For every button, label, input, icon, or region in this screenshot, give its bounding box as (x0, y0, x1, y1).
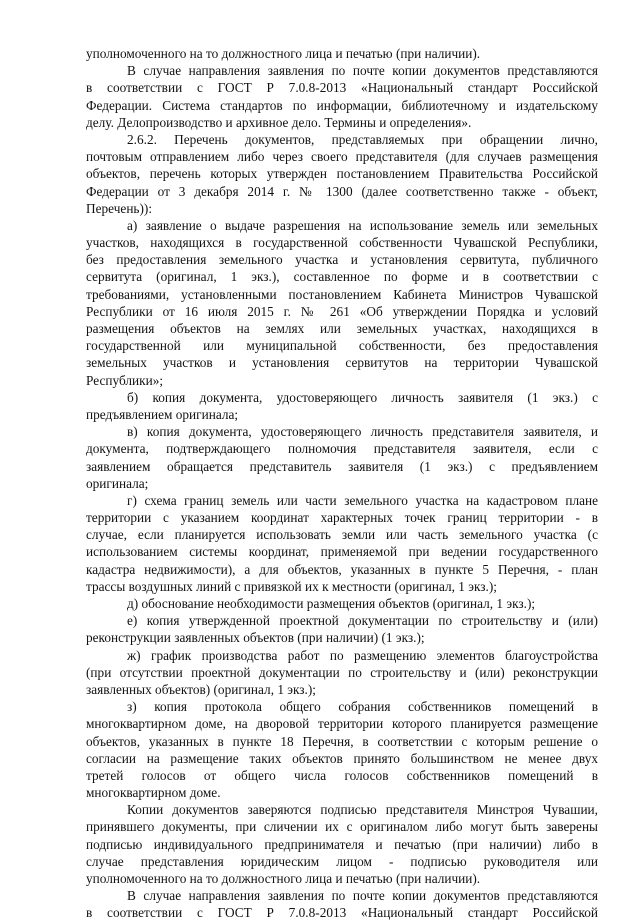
text-line: з) копия протокола общего собрания собственников помещений в (127, 699, 598, 715)
list-item-g (86, 492, 598, 595)
text-line: подписью индивидуального предпринимателя и печатью (при наличии) либо в (86, 836, 598, 852)
text-line: согласии на размещение таких объектов принято большинством не менее двух (86, 750, 598, 766)
list-item-b (86, 389, 598, 423)
text-line: участков, находящихся в государственной собственности Чувашской Республики, (86, 235, 598, 251)
text-line: сервитута (оригинал, 1 экз.), составленное по форме и в соответствии с (86, 269, 598, 285)
text-line: Республики»; (86, 372, 164, 388)
text-line: без предоставления земельного участка и установления сервитута, публичного (86, 252, 598, 268)
list-item-v (86, 423, 598, 492)
text-line: оригинала; (86, 475, 149, 491)
text-line: трассы воздушных линий с привязкой их к местности (оригинал, 1 экз.); (86, 578, 497, 594)
text-line: заявленных объектов) (оригинал, 1 экз.); (86, 681, 317, 697)
text-line: объектов, указанных в пункте 18 Перечня, в соответствии с которым решение о (86, 733, 598, 749)
text-line: размещения объектов на землях или земельных участках, находящихся в (86, 321, 598, 336)
text-line: уполномоченного на то должностного лица и печатью (при наличии). (86, 871, 481, 886)
text-line: земельных участков и установления сервитутов на территории Чувашской (86, 355, 598, 371)
text-line: почтовым отправлением либо через своего представителя (для случаев размещения (86, 149, 598, 165)
text-line: а) заявление о выдаче разрешения на использование земель или земельных (127, 217, 598, 233)
paragraph-section-2-6-2 (86, 131, 598, 217)
text-line: требованиями, установленными постановлением Кабинета Министров Чувашской (86, 286, 598, 302)
list-item-d (86, 595, 598, 612)
text-line: Республики от 16 июля 2015 г. № 261 «Об утверждении Порядка и условий (86, 303, 598, 319)
text-line: случае представления юридическим лицом - подписью руководителя или (86, 853, 598, 869)
paragraph-postal-copies-repeat (86, 887, 598, 921)
text-line: использованием системы координат, применяемой при ведении государственного (86, 544, 598, 560)
text-line: в соответствии с ГОСТ Р 7.0.8-2013 «Национальный стандарт Российской (86, 80, 598, 96)
text-line: делу. Делопроизводство и архивное дело. Термины и определения». (86, 114, 472, 130)
text-line: в) копия документа, удостоверяющего личность представителя заявителя, и (127, 424, 598, 440)
text-line: государственной или муниципальной собственности, без предоставления (86, 338, 598, 354)
text-line: случае, если планируется использовать земли или часть земельного участка (с (86, 527, 598, 543)
text-line: документа, подтверждающего полномочия представителя заявителя, если с (86, 441, 598, 457)
text-line: кадастра недвижимости), а для объектов, указанных в пункте 5 Перечня, - план (86, 561, 598, 577)
text-line: Перечень)): (86, 200, 153, 216)
text-line: заявлением обращается представитель заявителя (1 экз.) с предъявлением (86, 458, 598, 474)
text-line: многоквартирном доме, на дворовой территории которого планируется размещение (86, 716, 598, 732)
text-line: объектов, перечень которых утвержден постановлением Правительства Российской (86, 166, 598, 182)
text-line: В случае направления заявления по почте копии документов представляются (127, 63, 598, 79)
text-line: д) обоснование необходимости размещения объектов (оригинал, 1 экз.); (127, 596, 536, 611)
text-line: 2.6.2. Перечень документов, представляемых при обращении лично, (127, 131, 598, 147)
list-item-z (86, 698, 598, 801)
list-item-a (86, 217, 598, 389)
list-item-e (86, 612, 598, 646)
text-line: ж) график производства работ по размещению элементов благоустройства (127, 647, 598, 663)
text-line: В случае направления заявления по почте копии документов представляются (127, 888, 598, 904)
paragraph-signature-continuation (86, 45, 598, 62)
text-line: принявшего документы, при сличении их с оригиналом либо могут быть заверены (86, 819, 598, 835)
text-line: Копии документов заверяются подписью представителя Минстроя Чувашии, (127, 802, 598, 818)
paragraph-certification (86, 801, 598, 887)
text-line: предъявлением оригинала; (86, 406, 239, 422)
text-line: третей голосов от общего числа голосов собственников помещений в (86, 767, 598, 783)
text-line: е) копия утвержденной проектной документации по строительству и (или) (127, 613, 598, 629)
paragraph-postal-copies (86, 62, 598, 131)
text-line: Федерации. Система стандартов по информации, библиотечному и издательскому (86, 97, 598, 113)
text-line: в соответствии с ГОСТ Р 7.0.8-2013 «Национальный стандарт Российской (86, 905, 598, 921)
text-line: г) схема границ земель или части земельного участка на кадастровом плане (127, 492, 598, 508)
list-item-zh (86, 647, 598, 699)
text-line: б) копия документа, удостоверяющего личность заявителя (1 экз.) с (127, 389, 598, 405)
text-line: многоквартирном доме. (86, 785, 221, 801)
text-line: реконструкции заявленных объектов (при наличии) (1 экз.); (86, 630, 425, 646)
text-line: уполномоченного на то должностного лица и печатью (при наличии). (86, 46, 481, 61)
text-line: (при отсутствии проектной документации по строительству и (или) реконструкции (86, 664, 598, 680)
text-line: территории с указанием координат характерных точек границ территории - в (86, 510, 598, 526)
text-line: Федерации от 3 декабря 2014 г. № 1300 (далее соответственно также - объект, (86, 183, 598, 199)
